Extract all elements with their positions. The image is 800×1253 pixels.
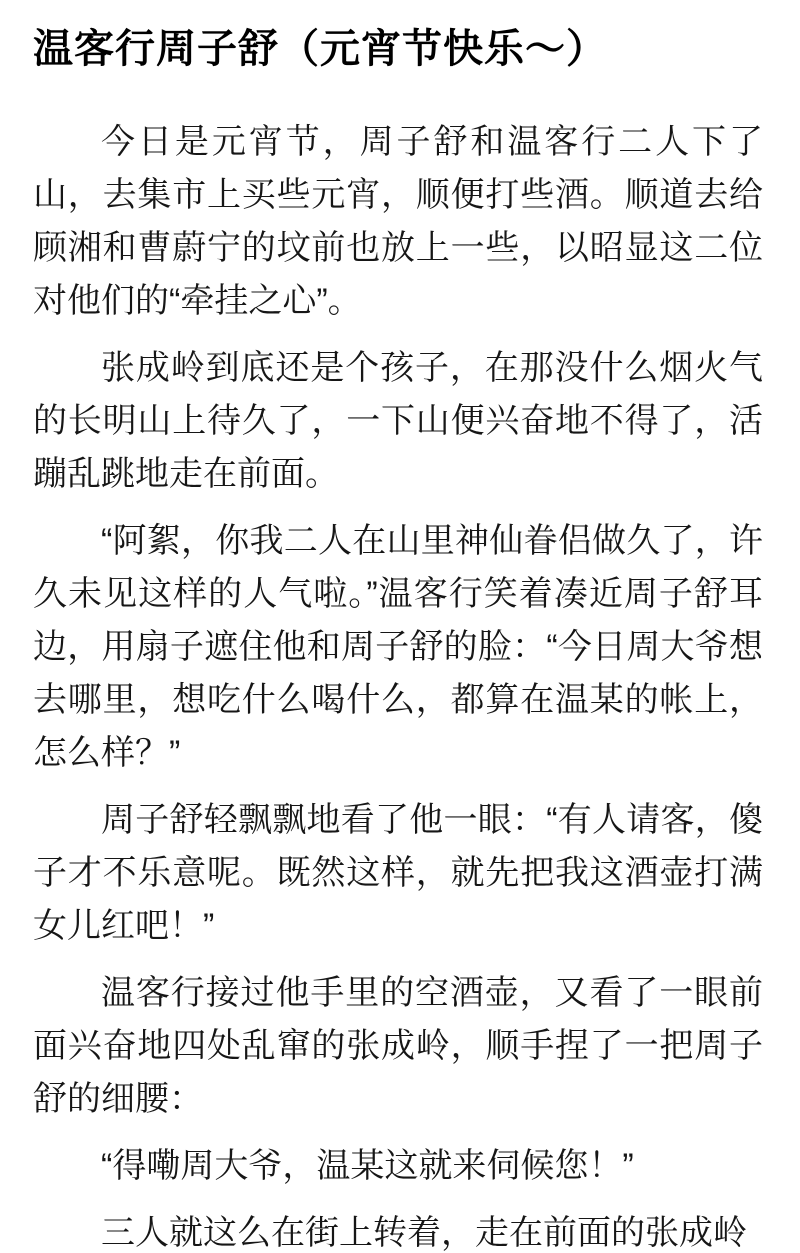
story-paragraph: 温客行接过他手里的空酒壶，又看了一眼前面兴奋地四处乱窜的张成岭，顺手捏了一把周子舒的细腰： bbox=[33, 974, 763, 1118]
story-paragraph: 周子舒轻飘飘地看了他一眼：“有人请客，傻子才不乐意呢。既然这样，就先把我这酒壶打满女儿红吧！” bbox=[33, 801, 763, 945]
story-paragraph: “得嘞周大爷，温某这就来伺候您！” bbox=[101, 1147, 634, 1185]
story-paragraph: 张成岭到底还是个孩子，在那没什么烟火气的长明山上待久了，一下山便兴奋地不得了，活蹦乱跳地走在前面。 bbox=[33, 349, 763, 493]
story-body bbox=[33, 116, 763, 1253]
story-paragraph: 今日是元宵节，周子舒和温客行二人下了山，去集市上买些元宵，顺便打些酒。顺道去给顾湘和曹蔚宁的坟前也放上一些，以昭显这二位对他们的“牵挂之心”。 bbox=[33, 123, 763, 320]
story-paragraph: 三人就这么在街上转着，走在前面的张成岭 bbox=[101, 1214, 747, 1252]
story-title: 温客行周子舒（元宵节快乐～） bbox=[33, 27, 607, 71]
story-paragraph: “阿絮，你我二人在山里神仙眷侣做久了，许久未见这样的人气啦。”温客行笑着凑近周子舒耳边，用扇子遮住他和周子舒的脸：“今日周大爷想去哪里，想吃什么喝什么，都算在温某的帐上，怎么样？” bbox=[33, 522, 763, 772]
